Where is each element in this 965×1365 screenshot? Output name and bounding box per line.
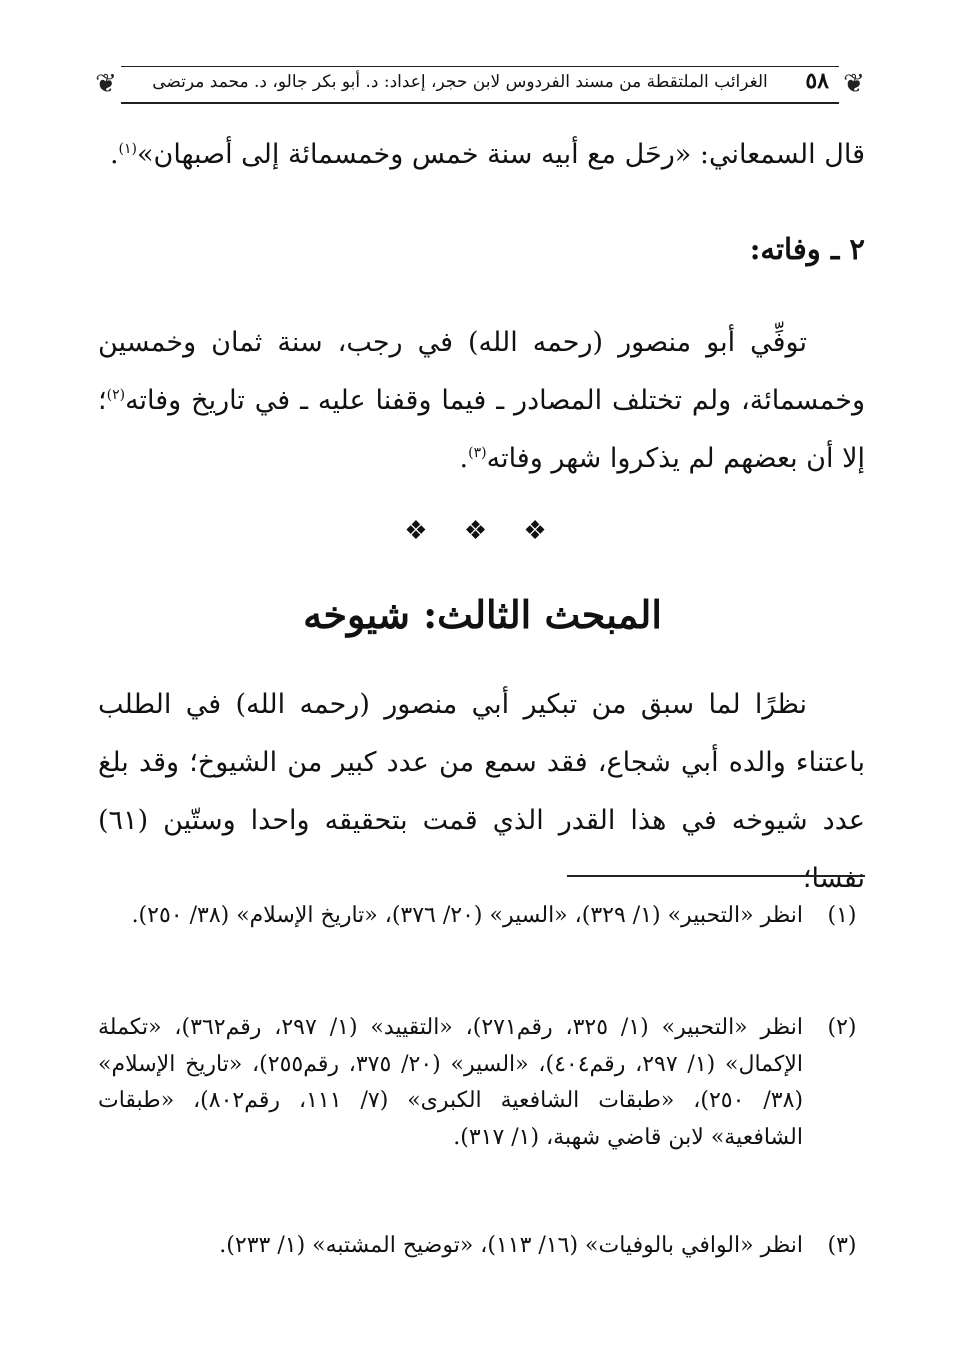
footnote-text: انظر «التحبير» (١/ ٣٢٥، رقم٢٧١)، «التقييد» (١/ ٢٩٧، رقم٣٦٢)، «تكملة الإكمال» (١/ ٢٩٧، رقم٤٠٤)، «السير» (٢٠/ ٣٧٥، رقم٢٥٥)، «تاريخ الإسلام» (٣٨/ ٢٥٠)، «طبقات الشافعية الكبرى» (٧/ ١١١، رقم٨٠٢)، «طبقات الشافعية» لابن قاضي شهبة، (١/ ٣١٧). bbox=[98, 1015, 804, 1150]
page-number: ٥٨ bbox=[799, 68, 835, 94]
paragraph-death: توفِّي أبو منصور (رحمه الله) في رجب، سنة ثمان وخمسين وخمسمائة، ولم تختلف المصادر ـ فيما وقفنا عليه ـ في تاريخ وفاته$^{(٢)}$؛ إلا أن بعضهم لم يذكروا شهر وفاته$^{(٣)}$. bbox=[98, 327, 865, 474]
footnote-ref-2[interactable]: (٢) bbox=[106, 387, 126, 403]
paragraph-samani-text: قال السمعاني: «رحَل مع أبيه سنة خمس وخمسمائة إلى أصبهان» bbox=[137, 139, 865, 170]
footnote-2 bbox=[98, 1010, 865, 1156]
paragraph-death-text-b: ؛ إلا أن بعضهم لم يذكروا شهر وفاته bbox=[98, 385, 865, 474]
footnote-number: (٢) bbox=[827, 1015, 857, 1040]
ornament-left-icon: ❦ bbox=[91, 60, 121, 108]
footnote-text: انظر «التحبير» (١/ ٣٢٩)، «السير» (٢٠/ ٣٧٦)، «تاريخ الإسلام» (٣٨/ ٢٥٠). bbox=[131, 903, 803, 928]
footnote-separator bbox=[567, 875, 865, 877]
paragraph-death-text-a: توفِّي أبو منصور (رحمه الله) في رجب، سنة ثمان وخمسين وخمسمائة، ولم تختلف المصادر ـ فيما وقفنا عليه ـ في تاريخ وفاته bbox=[98, 327, 865, 416]
page-header bbox=[95, 64, 865, 106]
footnote-text: انظر «الوافي بالوفيات» (١٦/ ١١٣)، «توضيح المشتبه» (١/ ٢٣٣). bbox=[219, 1233, 803, 1258]
ornament-right-icon: ❦ bbox=[839, 60, 869, 108]
chapter-title: المبحث الثالث: شيوخه bbox=[303, 592, 662, 637]
footnote-number: (٣) bbox=[827, 1233, 857, 1258]
paragraph-teachers bbox=[98, 676, 865, 908]
footnote-ref-3[interactable]: (٣) bbox=[468, 445, 487, 461]
paragraph-samani: قال السمعاني: «رحَل مع أبيه سنة خمس وخمسمائة إلى أصبهان»$^{(١)}$. bbox=[109, 139, 865, 170]
header-rule-bottom bbox=[95, 102, 865, 104]
paragraph-teachers-text: نظرًا لما سبق من تبكير أبي منصور (رحمه الله) في الطلب باعتناء والده أبي شجاع، فقد سمع من عدد كبير من الشيوخ؛ وقد بلغ عدد شيوخه في هذا القدر الذي قمت بتحقيقه واحدا وستّين (٦١) نفسا؛ bbox=[98, 689, 865, 894]
footnote-ref-1[interactable]: (١) bbox=[118, 141, 137, 157]
footnote-number: (١) bbox=[827, 903, 857, 928]
footnote-3 bbox=[98, 1228, 865, 1265]
section-separator-stars: ❖ ❖ ❖ bbox=[404, 516, 561, 546]
footnote-1 bbox=[98, 898, 865, 935]
running-title: الغرائب الملتقطة من مسند الفردوس لابن حجر، إعداد: د. أبو بكر جالو، د. محمد مرتضى bbox=[152, 72, 768, 92]
header-rule-top bbox=[95, 66, 865, 67]
section-heading-death: ٢ ـ وفاته: bbox=[749, 232, 865, 266]
